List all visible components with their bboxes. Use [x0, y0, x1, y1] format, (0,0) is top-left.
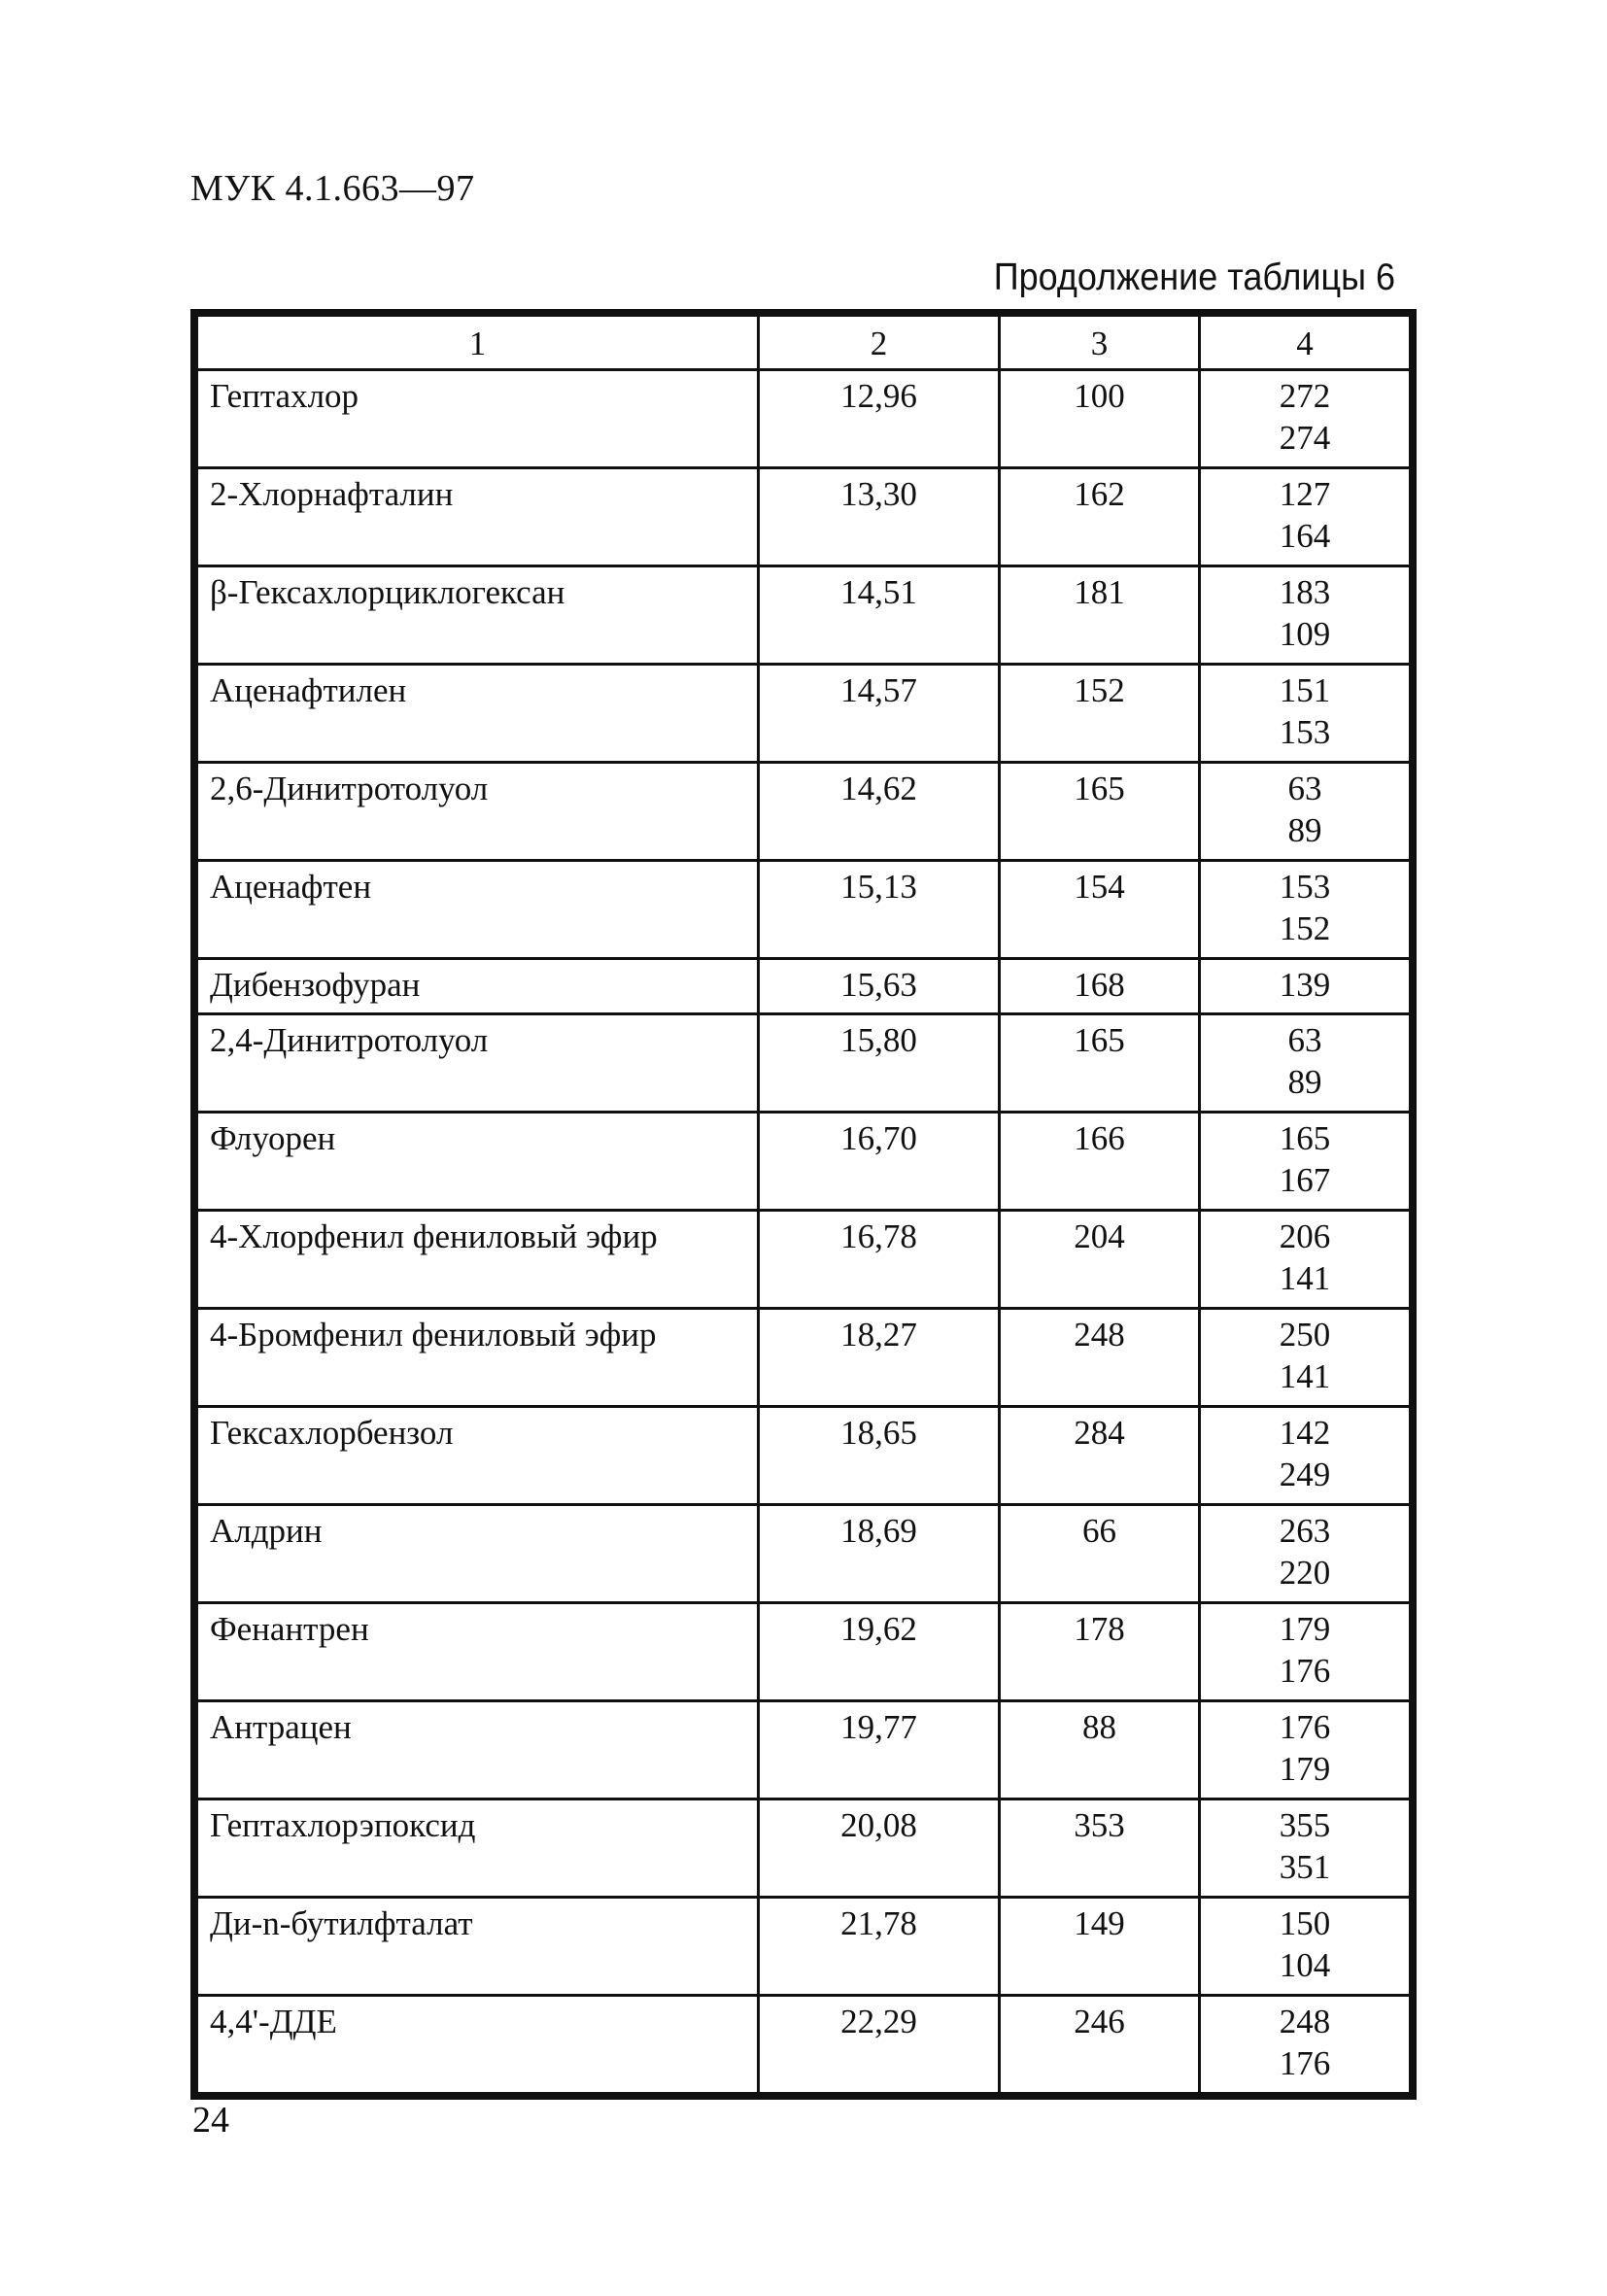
retention-time-cell: 14,62	[759, 763, 1000, 861]
retention-time-cell: 20,08	[759, 1799, 1000, 1898]
secondary-ions-cell	[1200, 959, 1411, 1014]
secondary-ion-value: 351	[1279, 1848, 1331, 1886]
primary-ion-cell: 88	[1000, 1701, 1200, 1799]
retention-time-cell: 13,30	[759, 468, 1000, 566]
compound-name-cell: Дибензофуран	[197, 959, 759, 1014]
table-header-row	[197, 316, 1411, 370]
retention-time-cell: 18,27	[759, 1309, 1000, 1407]
retention-time-cell: 18,65	[759, 1407, 1000, 1505]
compound-name-cell: Гептахлор	[197, 370, 759, 468]
column-header: 4	[1200, 316, 1411, 370]
secondary-ion-value: 150	[1279, 1904, 1331, 1942]
primary-ion-cell: 284	[1000, 1407, 1200, 1505]
table-row	[197, 861, 1411, 959]
table-row	[197, 1309, 1411, 1407]
compound-name-cell: Алдрин	[197, 1505, 759, 1603]
primary-ion-cell: 149	[1000, 1898, 1200, 1996]
table-body	[197, 370, 1411, 2094]
column-header: 1	[197, 316, 759, 370]
secondary-ion-value: 127	[1279, 475, 1331, 513]
secondary-ion-value: 89	[1287, 1063, 1322, 1101]
secondary-ion-value: 142	[1279, 1414, 1331, 1452]
retention-time-cell: 14,51	[759, 566, 1000, 665]
secondary-ions-cell	[1200, 763, 1411, 861]
secondary-ions-cell	[1200, 1309, 1411, 1407]
compound-name-cell: 2-Хлорнафталин	[197, 468, 759, 566]
primary-ion-cell: 166	[1000, 1113, 1200, 1211]
secondary-ion-value: 183	[1279, 573, 1331, 611]
secondary-ion-value: 274	[1279, 419, 1331, 457]
secondary-ion-value: 206	[1279, 1217, 1331, 1255]
compound-name-cell: β-Гексахлорциклогексан	[197, 566, 759, 665]
retention-time-cell: 16,78	[759, 1211, 1000, 1309]
secondary-ion-value: 164	[1279, 517, 1331, 555]
compound-name-cell: Аценафтилен	[197, 665, 759, 763]
primary-ion-cell: 168	[1000, 959, 1200, 1014]
secondary-ion-value: 139	[1279, 966, 1331, 1004]
secondary-ion-value: 141	[1279, 1357, 1331, 1395]
compound-name-cell: 4-Бромфенил фениловый эфир	[197, 1309, 759, 1407]
retention-time-cell: 14,57	[759, 665, 1000, 763]
primary-ion-cell: 353	[1000, 1799, 1200, 1898]
compound-name-cell: 4,4'-ДДЕ	[197, 1996, 759, 2094]
secondary-ion-value: 179	[1279, 1610, 1331, 1648]
secondary-ions-cell	[1200, 1603, 1411, 1701]
primary-ion-cell: 100	[1000, 370, 1200, 468]
secondary-ions-cell	[1200, 1701, 1411, 1799]
secondary-ion-value: 63	[1287, 1021, 1322, 1059]
table-row	[197, 665, 1411, 763]
retention-time-cell: 15,80	[759, 1014, 1000, 1113]
primary-ion-cell: 248	[1000, 1309, 1200, 1407]
primary-ion-cell: 181	[1000, 566, 1200, 665]
compound-name-cell: 2,4-Динитротолуол	[197, 1014, 759, 1113]
retention-time-cell: 18,69	[759, 1505, 1000, 1603]
secondary-ion-value: 63	[1287, 770, 1322, 807]
retention-time-cell: 15,13	[759, 861, 1000, 959]
primary-ion-cell: 154	[1000, 861, 1200, 959]
secondary-ion-value: 153	[1279, 713, 1331, 751]
table-row	[197, 959, 1411, 1014]
secondary-ion-value: 109	[1279, 615, 1331, 653]
retention-time-cell: 22,29	[759, 1996, 1000, 2094]
table-row	[197, 468, 1411, 566]
secondary-ions-cell	[1200, 370, 1411, 468]
secondary-ion-value: 220	[1279, 1554, 1331, 1592]
retention-time-cell: 19,62	[759, 1603, 1000, 1701]
compound-name-cell: Гексахлорбензол	[197, 1407, 759, 1505]
primary-ion-cell: 66	[1000, 1505, 1200, 1603]
secondary-ion-value: 151	[1279, 671, 1331, 709]
secondary-ions-cell	[1200, 468, 1411, 566]
data-table	[190, 309, 1417, 2100]
secondary-ion-value: 249	[1279, 1456, 1331, 1493]
secondary-ion-value: 153	[1279, 868, 1331, 906]
column-header: 3	[1000, 316, 1200, 370]
table-row	[197, 1014, 1411, 1113]
table-row	[197, 1505, 1411, 1603]
table-row	[197, 1898, 1411, 1996]
compound-name-cell: 4-Хлорфенил фениловый эфир	[197, 1211, 759, 1309]
secondary-ion-value: 176	[1279, 2044, 1331, 2082]
secondary-ion-value: 89	[1287, 811, 1322, 849]
primary-ion-cell: 152	[1000, 665, 1200, 763]
primary-ion-cell: 165	[1000, 763, 1200, 861]
secondary-ion-value: 165	[1279, 1119, 1331, 1157]
secondary-ions-cell	[1200, 1211, 1411, 1309]
compound-name-cell: Антрацен	[197, 1701, 759, 1799]
retention-time-cell: 21,78	[759, 1898, 1000, 1996]
secondary-ions-cell	[1200, 1799, 1411, 1898]
primary-ion-cell: 162	[1000, 468, 1200, 566]
secondary-ion-value: 355	[1279, 1806, 1331, 1844]
table-row	[197, 370, 1411, 468]
secondary-ion-value: 263	[1279, 1512, 1331, 1550]
secondary-ion-value: 152	[1279, 909, 1331, 947]
secondary-ions-cell	[1200, 566, 1411, 665]
table-row	[197, 1211, 1411, 1309]
table-row	[197, 566, 1411, 665]
primary-ion-cell: 246	[1000, 1996, 1200, 2094]
table-row	[197, 1799, 1411, 1898]
compound-name-cell: Аценафтен	[197, 861, 759, 959]
document-code: МУК 4.1.663—97	[190, 168, 475, 209]
secondary-ions-cell	[1200, 861, 1411, 959]
secondary-ion-value: 250	[1279, 1316, 1331, 1354]
compound-name-cell: Ди-n-бутилфталат	[197, 1898, 759, 1996]
table-row	[197, 1603, 1411, 1701]
retention-time-cell: 16,70	[759, 1113, 1000, 1211]
secondary-ion-value: 272	[1279, 377, 1331, 415]
retention-time-cell: 12,96	[759, 370, 1000, 468]
column-header: 2	[759, 316, 1000, 370]
secondary-ion-value: 104	[1279, 1946, 1331, 1984]
compound-name-cell: Флуорен	[197, 1113, 759, 1211]
primary-ion-cell: 165	[1000, 1014, 1200, 1113]
table-row	[197, 1701, 1411, 1799]
secondary-ion-value: 179	[1279, 1750, 1331, 1788]
retention-time-cell: 19,77	[759, 1701, 1000, 1799]
table-row	[197, 1113, 1411, 1211]
secondary-ions-cell	[1200, 1407, 1411, 1505]
secondary-ion-value: 176	[1279, 1652, 1331, 1690]
secondary-ions-cell	[1200, 1898, 1411, 1996]
retention-time-cell: 15,63	[759, 959, 1000, 1014]
secondary-ions-cell	[1200, 1505, 1411, 1603]
compound-name-cell: Гептахлорэпоксид	[197, 1799, 759, 1898]
secondary-ions-cell	[1200, 1014, 1411, 1113]
table-row	[197, 763, 1411, 861]
compound-name-cell: 2,6-Динитротолуол	[197, 763, 759, 861]
table-row	[197, 1996, 1411, 2094]
secondary-ion-value: 167	[1279, 1161, 1331, 1199]
table-caption: Продолжение таблицы 6	[993, 255, 1395, 298]
compound-name-cell: Фенантрен	[197, 1603, 759, 1701]
secondary-ions-cell	[1200, 665, 1411, 763]
secondary-ion-value: 141	[1279, 1259, 1331, 1297]
primary-ion-cell: 178	[1000, 1603, 1200, 1701]
table-row	[197, 1407, 1411, 1505]
secondary-ion-value: 176	[1279, 1708, 1331, 1746]
secondary-ions-cell	[1200, 1996, 1411, 2094]
secondary-ion-value: 248	[1279, 2003, 1331, 2040]
page-number: 24	[192, 2100, 229, 2141]
secondary-ions-cell	[1200, 1113, 1411, 1211]
primary-ion-cell: 204	[1000, 1211, 1200, 1309]
